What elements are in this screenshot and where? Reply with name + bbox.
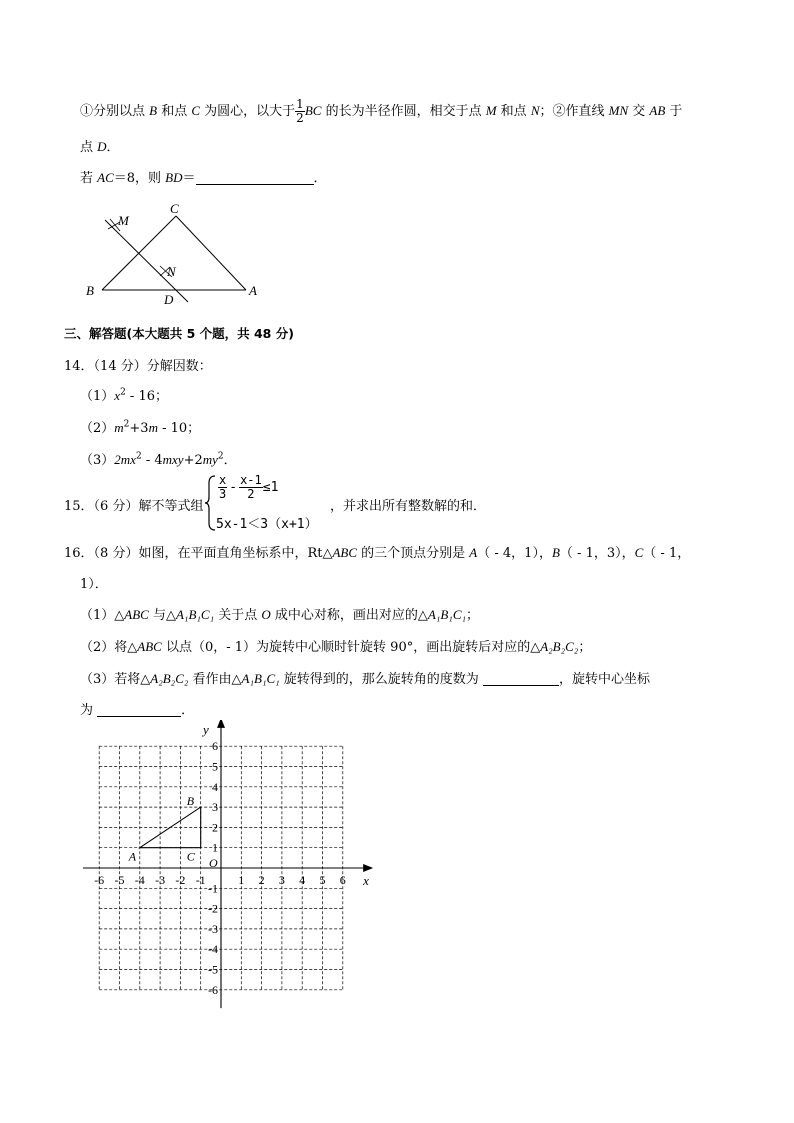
triangle-figure bbox=[80, 198, 270, 308]
y-tick-label: 1 bbox=[212, 840, 218, 855]
coordinate-grid bbox=[70, 720, 380, 1015]
q15-head: 15．（6 分）解不等式组 bbox=[64, 499, 204, 514]
text: ； bbox=[578, 640, 592, 655]
exponent: 2 bbox=[217, 451, 224, 462]
y-tick-label: -3 bbox=[208, 921, 218, 936]
q13-line2 bbox=[80, 136, 120, 155]
x-tick-label: 5 bbox=[319, 873, 326, 887]
var-B: B bbox=[551, 545, 560, 560]
point-label-C: C bbox=[186, 849, 195, 864]
text: 看作由△ bbox=[188, 672, 242, 687]
x-axis-label: x bbox=[363, 873, 369, 888]
text: 旋转得到的，那么旋转角的度数为 bbox=[279, 672, 483, 687]
q13-line1 bbox=[80, 98, 682, 125]
part-label: （1） bbox=[80, 389, 115, 404]
text: +2 bbox=[183, 453, 203, 468]
text: 交 bbox=[628, 104, 650, 119]
y-tick-label: -2 bbox=[208, 901, 218, 916]
q16-line2: 1）． bbox=[80, 577, 108, 592]
origin-label: O bbox=[209, 856, 218, 870]
q15-tail: ，并求出所有整数解的和． bbox=[330, 499, 487, 514]
text: 和点 bbox=[496, 104, 531, 119]
text: ． bbox=[223, 453, 237, 468]
y-tick-label: -5 bbox=[208, 962, 218, 977]
text: （1）△ bbox=[80, 608, 125, 623]
var: A₁B₁C₁ bbox=[427, 607, 467, 622]
q14-part1 bbox=[80, 385, 168, 404]
point-label-A: A bbox=[128, 849, 137, 864]
var-M: M bbox=[485, 103, 497, 118]
text: 成中心对称，画出对应的△ bbox=[270, 608, 428, 623]
x-tick-label: 2 bbox=[258, 873, 265, 887]
y-tick-label: 2 bbox=[212, 820, 218, 835]
var-O: O bbox=[261, 607, 271, 622]
var: A₂B₂C₂ bbox=[150, 671, 189, 686]
segment-CA bbox=[176, 216, 246, 290]
text: 的长为半径作圆，相交于点 bbox=[321, 104, 486, 119]
var: A₁B₁C₁ bbox=[241, 671, 280, 686]
frac-den: 3 bbox=[219, 487, 227, 501]
frac-x1-2 bbox=[239, 474, 263, 501]
text: （2）将△ bbox=[80, 640, 138, 655]
text: ． bbox=[313, 171, 327, 186]
text: ①分别以点 bbox=[80, 104, 150, 119]
var-C: C bbox=[634, 545, 644, 560]
text: 的三个顶点分别是 bbox=[357, 546, 470, 561]
label-A: A bbox=[249, 283, 257, 298]
var: A₁B₁C₁ bbox=[175, 607, 215, 622]
x-tick-label: -5 bbox=[114, 873, 125, 887]
x-tick-label: -6 bbox=[94, 873, 105, 887]
text: - 16； bbox=[125, 389, 168, 404]
text: 16．（8 分）如图，在平面直角坐标系中，Rt△ bbox=[64, 546, 333, 561]
q16-part1 bbox=[80, 604, 479, 623]
text: 为圆心，以大于 bbox=[200, 104, 296, 119]
ineq1 bbox=[218, 474, 278, 501]
q16-line1 bbox=[64, 542, 690, 561]
y-tick-label: 6 bbox=[212, 739, 218, 754]
label-C: C bbox=[170, 201, 179, 216]
x-tick-label: 1 bbox=[238, 873, 245, 887]
var-A: A bbox=[469, 545, 478, 560]
frac-x-3 bbox=[218, 474, 227, 501]
var-x: x bbox=[114, 388, 121, 403]
term: mxy bbox=[162, 452, 184, 467]
text: - 4 bbox=[141, 453, 163, 468]
label-M: M bbox=[118, 213, 129, 228]
var-B: B bbox=[149, 103, 158, 118]
text: 和点 bbox=[157, 104, 192, 119]
y-tick-label: -6 bbox=[208, 982, 218, 997]
label-D: D bbox=[164, 292, 174, 307]
frac-num: x bbox=[219, 473, 227, 487]
text: ＝ bbox=[182, 171, 196, 186]
term: 2mx bbox=[114, 452, 136, 467]
text: 与△ bbox=[148, 608, 176, 623]
var-AC: AC bbox=[97, 170, 114, 185]
x-tick-label: -2 bbox=[175, 873, 186, 887]
var-C: C bbox=[191, 103, 201, 118]
y-tick-label: -4 bbox=[208, 942, 218, 957]
text: （ - 4，1）， bbox=[477, 546, 552, 561]
var-m: m bbox=[148, 420, 158, 435]
y-tick-label: 5 bbox=[212, 759, 218, 774]
frac-num: 1 bbox=[296, 97, 304, 111]
text: +3 bbox=[129, 421, 149, 436]
section-heading: 三、解答题(本大题共 5 个题，共 48 分) bbox=[64, 326, 294, 341]
part-label: （3） bbox=[80, 453, 115, 468]
frac-den: 2 bbox=[247, 487, 255, 501]
var-N: N bbox=[530, 103, 540, 118]
q16-part3 bbox=[80, 668, 650, 687]
text: 于 bbox=[665, 104, 683, 119]
text: 关于点 bbox=[214, 608, 262, 623]
y-tick-label: 3 bbox=[212, 800, 218, 815]
text: 点 bbox=[80, 140, 98, 155]
x-tick-label: 4 bbox=[299, 873, 306, 887]
text: ． bbox=[181, 703, 195, 718]
text: ； bbox=[466, 608, 480, 623]
text: ；②作直线 bbox=[539, 104, 609, 119]
part-label: （2） bbox=[80, 421, 115, 436]
var: ABC bbox=[124, 607, 149, 622]
x-tick-label: 3 bbox=[278, 873, 285, 887]
x-axis-arrow-icon bbox=[363, 864, 373, 872]
label-N: N bbox=[167, 264, 176, 279]
var-m: m bbox=[114, 420, 124, 435]
answer-blank[interactable] bbox=[196, 170, 314, 185]
text: - 10； bbox=[157, 421, 201, 436]
text: ，旋转中心坐标 bbox=[558, 672, 650, 687]
var-D: D bbox=[97, 139, 107, 154]
y-tick-label: 4 bbox=[212, 779, 218, 794]
text: （ - 1， bbox=[643, 546, 691, 561]
q13-line3 bbox=[80, 167, 327, 186]
frac-den: 2 bbox=[296, 111, 304, 125]
var: ABC bbox=[137, 639, 162, 654]
text: 以点（0，- 1）为旋转中心顺时针旋转 90°，画出旋转后对应的△ bbox=[161, 640, 541, 655]
var-MN: MN bbox=[608, 103, 629, 118]
var-BC: BC bbox=[304, 103, 322, 118]
minus-sign: - bbox=[229, 480, 238, 495]
var-ABC: ABC bbox=[332, 545, 358, 560]
text: ． bbox=[106, 140, 120, 155]
exponent: 2 bbox=[120, 387, 126, 398]
var: A₂B₂C₂ bbox=[540, 639, 579, 654]
text: 为 bbox=[80, 703, 98, 718]
relation: ≤1 bbox=[262, 480, 279, 495]
x-tick-label: -4 bbox=[134, 873, 145, 887]
fraction-half bbox=[295, 98, 305, 125]
ineq2: 5x-1＜3（x+1） bbox=[216, 517, 318, 532]
exponent: 2 bbox=[123, 419, 130, 430]
text: ＝8，则 bbox=[113, 171, 166, 186]
angle-answer-blank[interactable] bbox=[483, 671, 559, 686]
y-axis-arrow-icon bbox=[217, 720, 225, 728]
var-BD: BD bbox=[165, 170, 183, 185]
point-label-B: B bbox=[186, 794, 195, 809]
exponent: 2 bbox=[135, 451, 142, 462]
q14-part3 bbox=[80, 449, 237, 468]
q16-part3-line2 bbox=[80, 699, 194, 718]
x-tick-label: -3 bbox=[155, 873, 166, 887]
text: （ - 1，3）， bbox=[559, 546, 635, 561]
q14-head: 14．（14 分）分解因数： bbox=[64, 359, 212, 374]
var-AB: AB bbox=[649, 103, 666, 118]
y-axis-label: y bbox=[203, 722, 209, 738]
label-B: B bbox=[86, 283, 94, 298]
center-answer-blank[interactable] bbox=[97, 702, 181, 717]
frac-num: x-1 bbox=[240, 473, 262, 487]
text: （3）若将△ bbox=[80, 672, 151, 687]
x-tick-label: -1 bbox=[195, 873, 206, 887]
term: my bbox=[202, 452, 218, 467]
y-tick-label: -1 bbox=[208, 881, 218, 896]
x-tick-label: 6 bbox=[339, 873, 346, 887]
q16-part2 bbox=[80, 636, 591, 655]
q14-part2 bbox=[80, 417, 200, 436]
text: 若 bbox=[80, 171, 98, 186]
